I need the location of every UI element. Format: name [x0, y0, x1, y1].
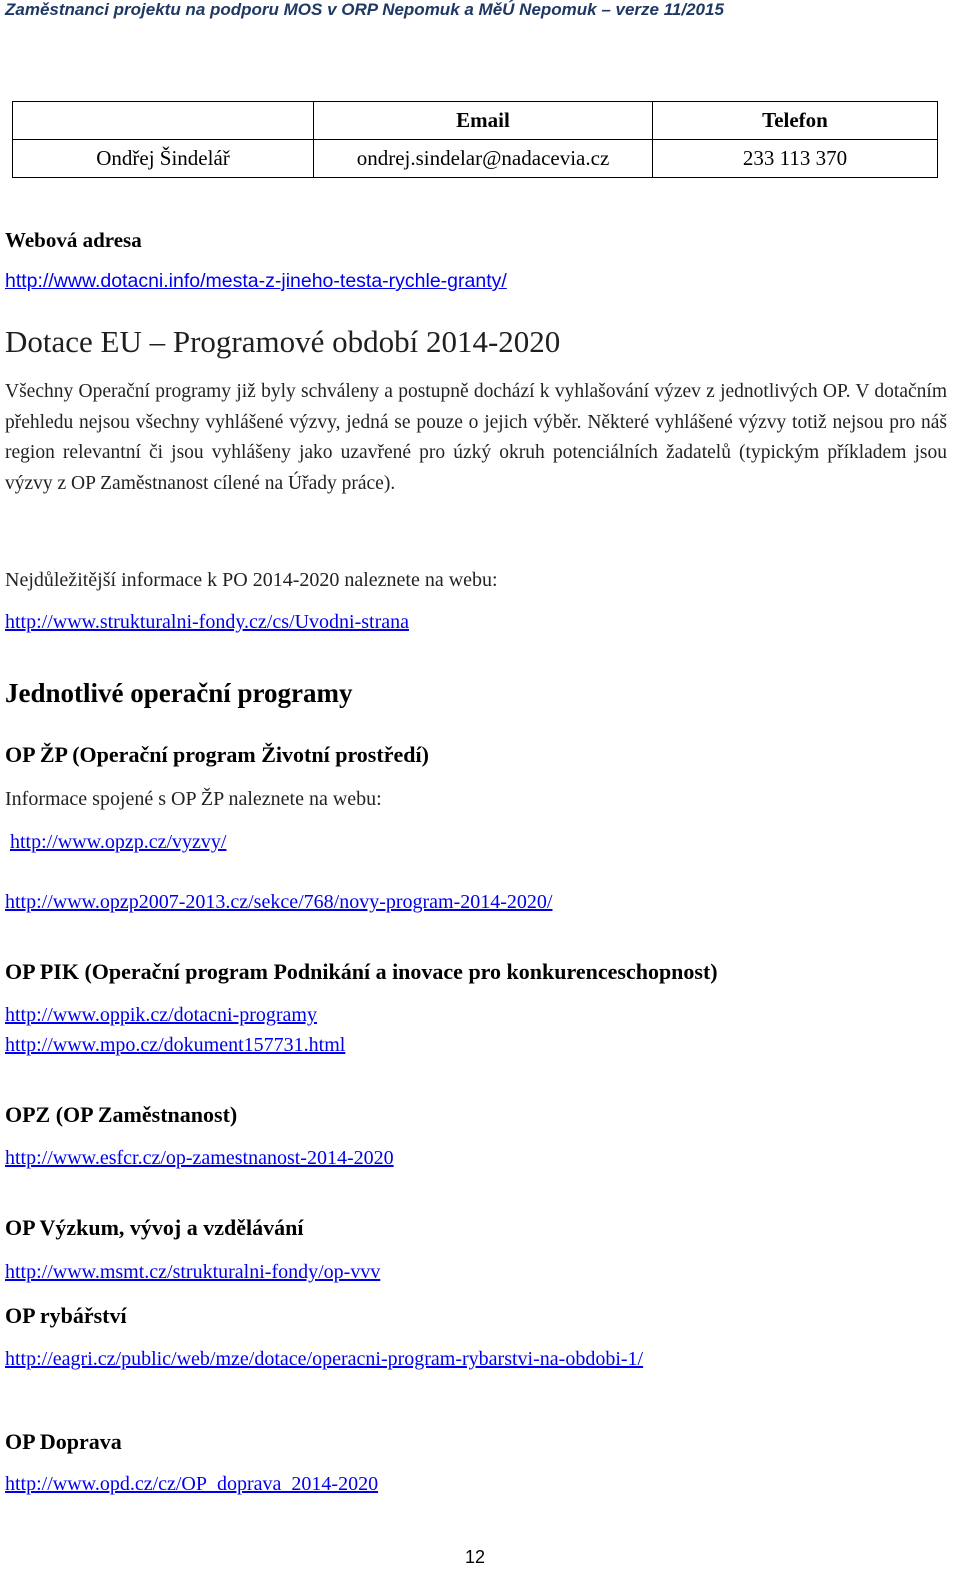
- contact-table: [12, 101, 938, 178]
- opz-title: OPZ (OP Zaměstnanost): [5, 1102, 238, 1127]
- oppik-link[interactable]: http://www.oppik.cz/dotacni-programy: [5, 1004, 317, 1026]
- opdoprava-title: OP Doprava: [5, 1429, 122, 1454]
- opzp-2007-link[interactable]: http://www.opzp2007-2013.cz/sekce/768/novy-program-2014-2020/: [5, 891, 553, 913]
- strukturalni-fondy-link[interactable]: http://www.strukturalni-fondy.cz/cs/Uvodni-strana: [5, 611, 409, 633]
- oprybarstvi-title: OP rybářství: [5, 1303, 127, 1328]
- web-address-label: Webová adresa: [5, 228, 142, 252]
- page-number: 12: [464, 1547, 486, 1567]
- table-row: [13, 140, 938, 178]
- info-text: Nejdůležitější informace k PO 2014-2020 naleznete na webu:: [5, 569, 498, 591]
- oppik-title: OP PIK (Operační program Podnikání a inovace pro konkurenceschopnost): [5, 959, 718, 984]
- opzp-vyzvy-link[interactable]: http://www.opzp.cz/vyzvy/: [10, 831, 227, 853]
- contact-email: ondrej.sindelar@nadacevia.cz: [314, 140, 653, 178]
- dotacni-info-link[interactable]: http://www.dotacni.info/mesta-z-jineho-testa-rychle-granty/: [5, 270, 507, 292]
- programs-heading: Jednotlivé operační programy: [5, 678, 353, 708]
- page-header: Zaměstnanci projektu na podporu MOS v ORP Nepomuk a MěÚ Nepomuk – verze 11/2015: [5, 0, 724, 19]
- eagri-link[interactable]: http://eagri.cz/public/web/mze/dotace/operacni-program-rybarstvi-na-obdobi-1/: [5, 1348, 644, 1370]
- opzp-text: Informace spojené s OP ŽP naleznete na webu:: [5, 788, 382, 810]
- table-header-cell: Email: [314, 102, 653, 140]
- opvvv-title: OP Výzkum, vývoj a vzdělávání: [5, 1215, 304, 1240]
- table-header-row: [13, 102, 938, 140]
- eu-paragraph: Všechny Operační programy již byly schváleny a postupně dochází k vyhlašování výzev z jednotlivých OP. V dotačním přehledu nejsou všechny vyhlášené výzvy, jedná se pouze o jejich výběr. Některé vyhlášené výzvy totiž nejsou pro náš region relevantní či jsou vyhlášeny jako uzavřené pro úzký okruh potenciálních žadatelů (typickým příkladem jsou výzvy z OP Zaměstnanost cílené na Úřady práce).: [5, 381, 947, 494]
- mpo-link[interactable]: http://www.mpo.cz/dokument157731.html: [5, 1034, 346, 1056]
- msmt-link[interactable]: http://www.msmt.cz/strukturalni-fondy/op-vvv: [5, 1261, 381, 1283]
- contact-name: Ondřej Šindelář: [13, 140, 314, 178]
- table-header-cell: Telefon: [653, 102, 938, 140]
- contact-phone: 233 113 370: [653, 140, 938, 178]
- opd-link[interactable]: http://www.opd.cz/cz/OP_doprava_2014-2020: [5, 1473, 379, 1495]
- table-header-cell: [13, 102, 314, 140]
- eu-heading: Dotace EU – Programové období 2014-2020: [5, 324, 561, 359]
- esfcr-link[interactable]: http://www.esfcr.cz/op-zamestnanost-2014-2020: [5, 1147, 394, 1169]
- opzp-title: OP ŽP (Operační program Životní prostředí): [5, 742, 429, 767]
